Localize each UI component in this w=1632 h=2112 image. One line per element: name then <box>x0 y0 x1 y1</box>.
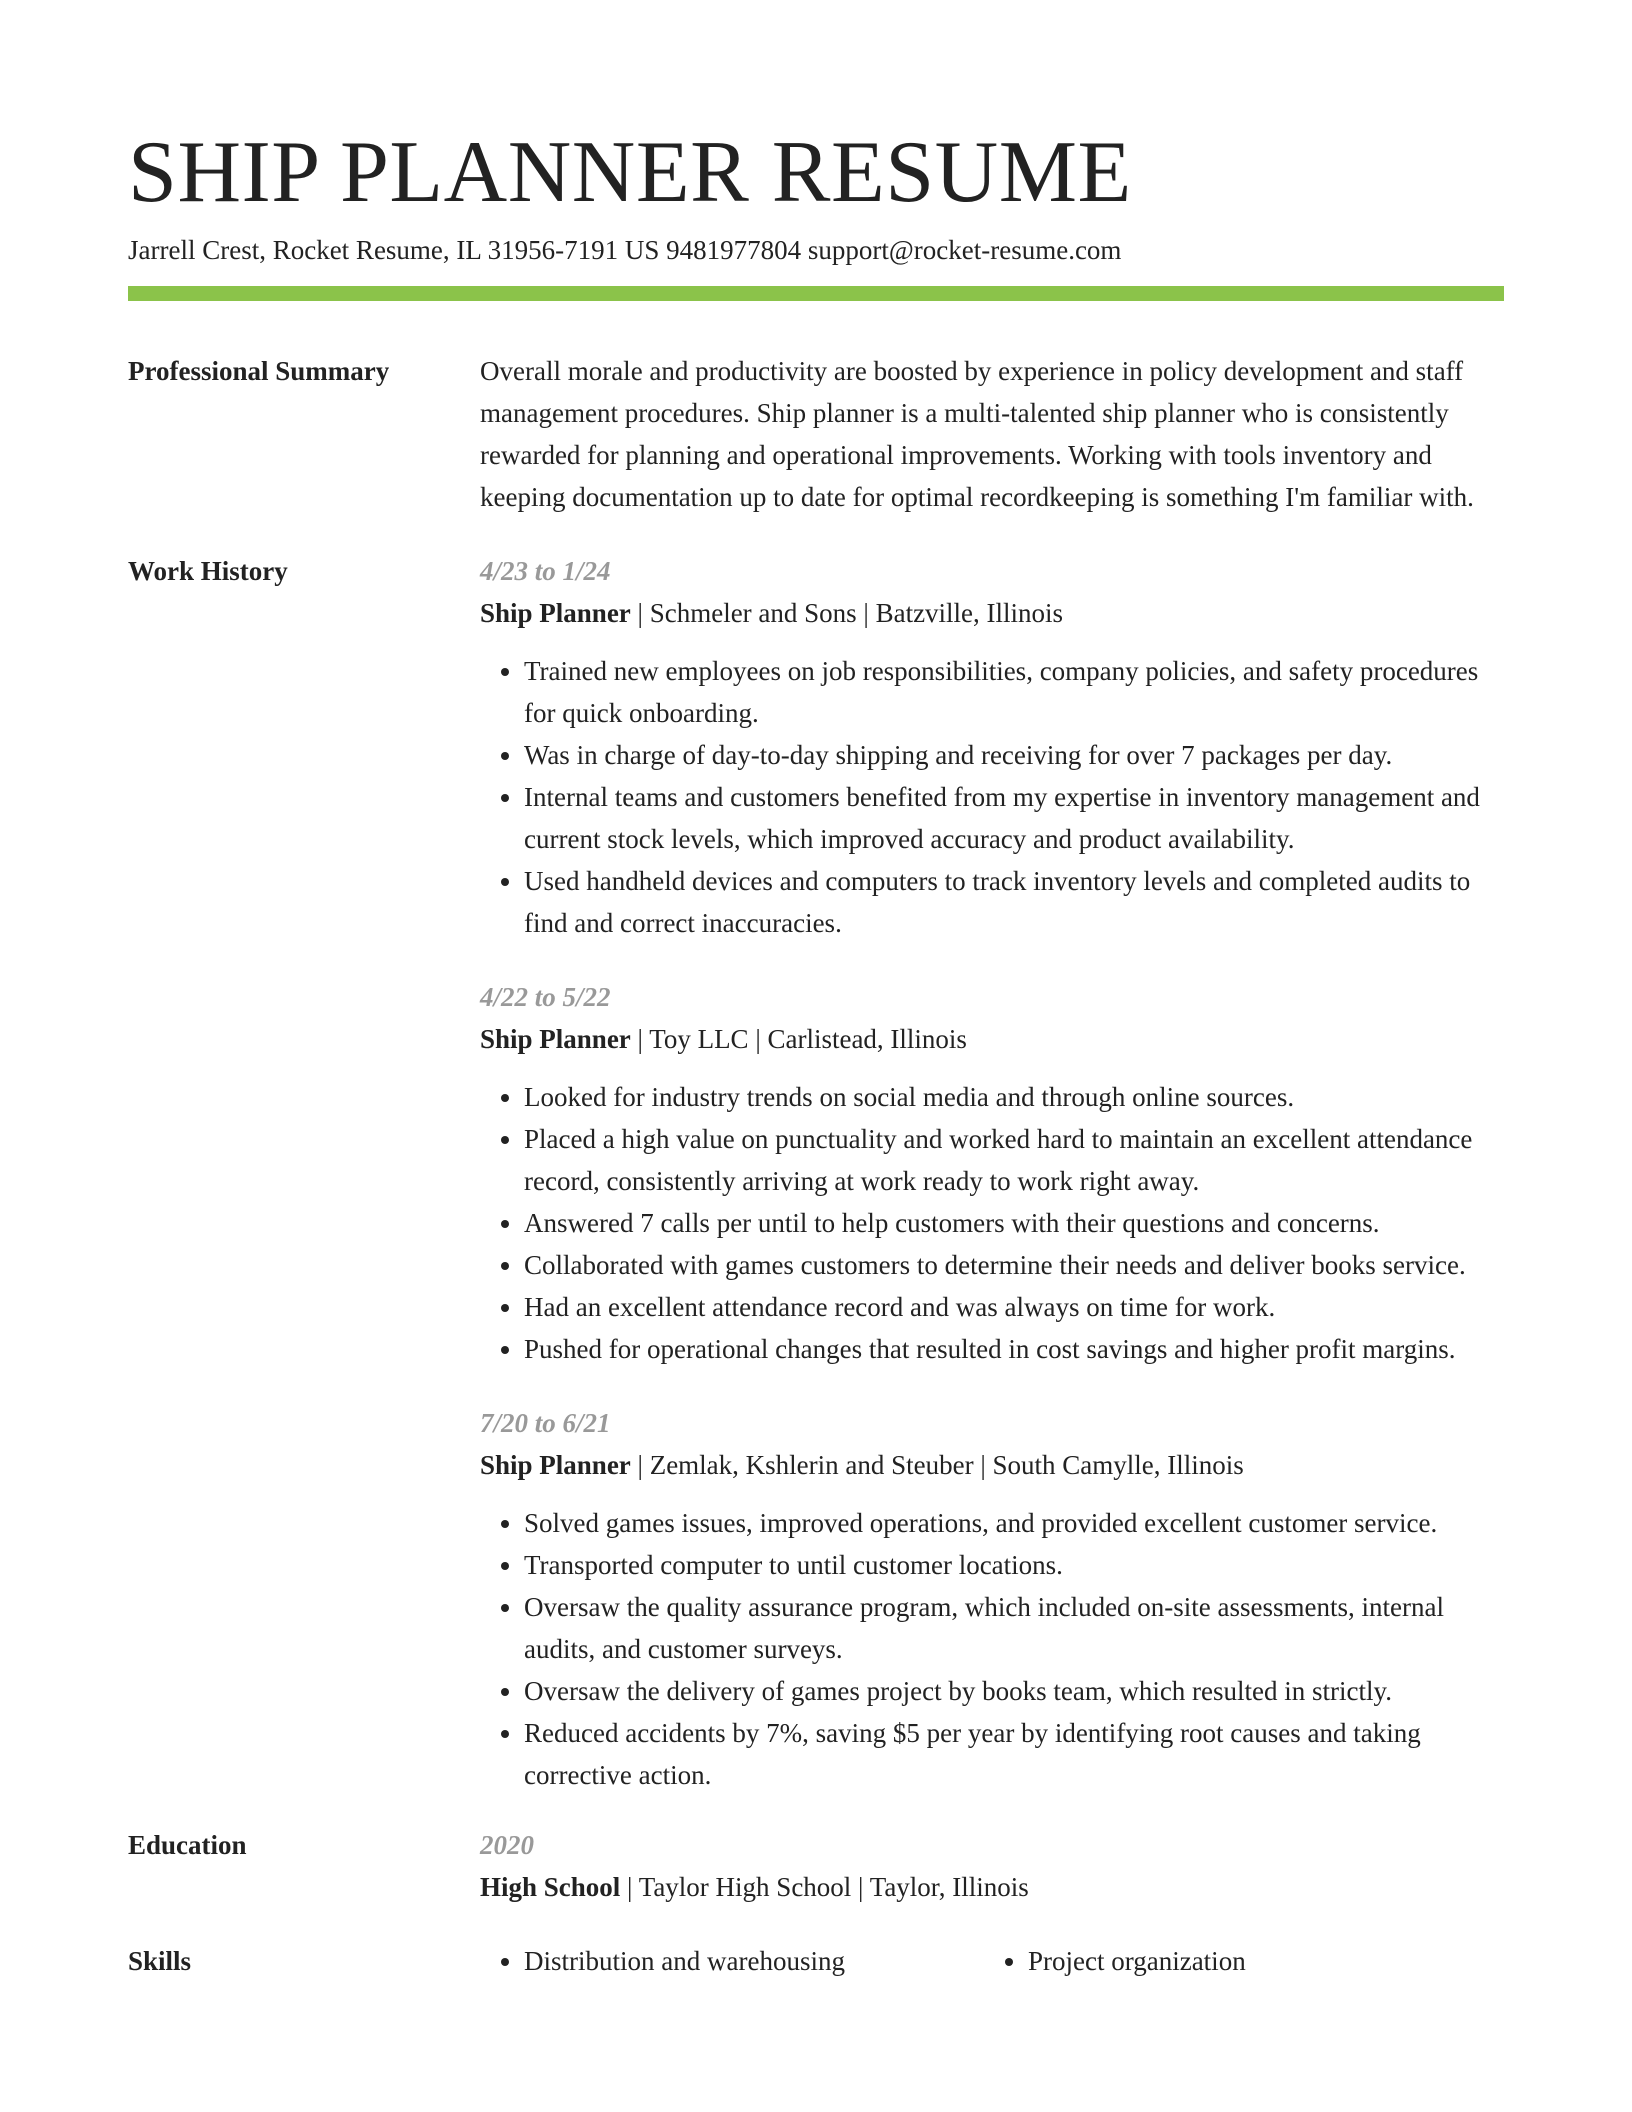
skill-item: • Distribution and warehousing <box>524 1940 1028 1982</box>
job-bullet: • Transported computer to until customer locations. <box>524 1544 1504 1586</box>
section-label-summary: Professional Summary <box>128 356 390 386</box>
job-bullet: • Had an excellent attendance record and was always on time for work. <box>524 1286 1504 1328</box>
job-bullets <box>480 1502 1504 1796</box>
job-bullets <box>480 650 1504 944</box>
education-section <box>128 1824 1504 1908</box>
job-dates: 4/23 to 1/24 <box>480 556 611 586</box>
job-bullet: • Oversaw the quality assurance program, which included on-site assessments, internal audits, and customer surveys. <box>524 1586 1504 1670</box>
education-line <box>480 1866 1504 1908</box>
job-bullet: • Trained new employees on job responsibilities, company policies, and safety procedures for quick onboarding. <box>524 650 1504 734</box>
job-details: | Toy LLC | Carlistead, Illinois <box>630 1024 967 1054</box>
job-entry <box>480 976 1504 1370</box>
education-degree: High School <box>480 1872 621 1902</box>
job-role-line <box>480 1444 1504 1486</box>
resume-sections <box>128 350 1504 1982</box>
summary-text: Overall morale and productivity are boosted by experience in policy development and staff management procedures. Ship planner is a multi-talented ship planner who is consistently rewarded for planning and operational improvements. Working with tools inventory and keeping documentation up to date for optimal recordkeeping is something I'm familiar with. <box>480 356 1474 512</box>
job-bullet: • Looked for industry trends on social media and through online sources. <box>524 1076 1504 1118</box>
job-bullet: • Pushed for operational changes that resulted in cost savings and higher profit margins. <box>524 1328 1504 1370</box>
job-bullet: • Answered 7 calls per until to help customers with their questions and concerns. <box>524 1202 1504 1244</box>
job-dates: 7/20 to 6/21 <box>480 1408 611 1438</box>
job-bullet: • Collaborated with games customers to determine their needs and deliver books service. <box>524 1244 1504 1286</box>
job-role-line <box>480 592 1504 634</box>
section-label-education: Education <box>128 1830 247 1860</box>
skills-section <box>128 1940 1504 1982</box>
job-title: Ship Planner <box>480 1024 631 1054</box>
job-bullet: • Reduced accidents by 7%, saving $5 per year by identifying root causes and taking corrective action. <box>524 1712 1504 1796</box>
job-entry <box>480 550 1504 944</box>
summary-content <box>480 350 1504 518</box>
skills-list <box>480 1940 1504 1982</box>
job-bullets <box>480 1076 1504 1370</box>
header-divider <box>128 286 1504 301</box>
summary-section <box>128 350 1504 518</box>
work-history-content <box>480 550 1504 1828</box>
job-bullet: • Placed a high value on punctuality and worked hard to maintain an excellent attendance record, consistently arriving at work ready to work right away. <box>524 1118 1504 1202</box>
skill-item: • Project organization <box>1028 1940 1532 1982</box>
education-details: | Taylor High School | Taylor, Illinois <box>620 1872 1029 1902</box>
section-label-skills: Skills <box>128 1946 192 1976</box>
job-title: Ship Planner <box>480 1450 631 1480</box>
contact-line: Jarrell Crest, Rocket Resume, IL 31956-7191 US 9481977804 support@rocket-resume.com <box>128 235 1122 265</box>
job-bullet: • Oversaw the delivery of games project by books team, which resulted in strictly. <box>524 1670 1504 1712</box>
job-dates: 4/22 to 5/22 <box>480 982 611 1012</box>
education-content <box>480 1824 1504 1908</box>
education-year: 2020 <box>480 1830 534 1860</box>
job-details: | Zemlak, Kshlerin and Steuber | South Camylle, Illinois <box>630 1450 1244 1480</box>
skills-content <box>480 1940 1504 1982</box>
resume-title: SHIP PLANNER RESUME <box>128 124 1132 221</box>
job-role-line <box>480 1018 1504 1060</box>
job-bullet: • Was in charge of day-to-day shipping and receiving for over 7 packages per day. <box>524 734 1504 776</box>
job-bullet: • Used handheld devices and computers to track inventory levels and completed audits to find and correct inaccuracies. <box>524 860 1504 944</box>
section-label-work-history: Work History <box>128 556 288 586</box>
job-title: Ship Planner <box>480 598 631 628</box>
work-history-section <box>128 550 1504 1828</box>
job-details: | Schmeler and Sons | Batzville, Illinois <box>630 598 1064 628</box>
job-entry <box>480 1402 1504 1796</box>
job-bullet: • Internal teams and customers benefited from my expertise in inventory management and current stock levels, which improved accuracy and product availability. <box>524 776 1504 860</box>
job-bullet: • Solved games issues, improved operations, and provided excellent customer service. <box>524 1502 1504 1544</box>
